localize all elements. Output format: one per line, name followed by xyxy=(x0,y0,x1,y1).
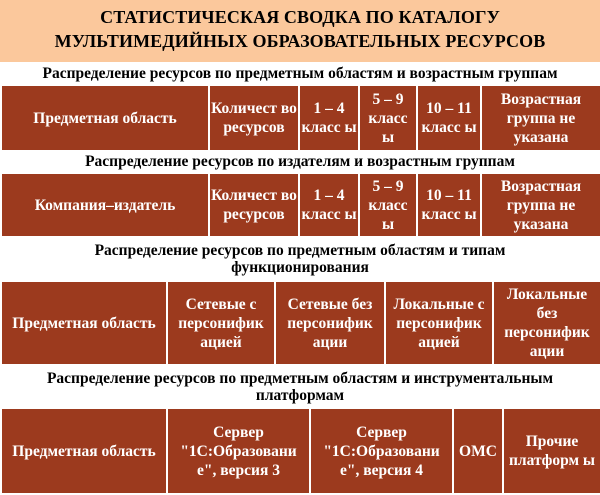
header-grades-5-9: 5 – 9 класс ы xyxy=(359,85,417,151)
header-server-1c-v3: Сервер "1С:Образовани е", версия 3 xyxy=(167,408,310,494)
header-network-non-personalized: Сетевые без персонифик ации xyxy=(275,281,385,365)
banner-title-line-2: МУЛЬТИМЕДИЙНЫХ ОБРАЗОВАТЕЛЬНЫХ РЕСУРСОВ xyxy=(54,31,546,51)
header-grades-10-11: 10 – 11 класс ы xyxy=(417,173,481,237)
section-title-subject-type xyxy=(0,242,600,276)
header-subject-area: Предметная область xyxy=(1,281,167,365)
section-title-line-2: функционирования xyxy=(231,259,369,276)
header-network-personalized: Сетевые с персонифик ацией xyxy=(167,281,275,365)
table-subject-type xyxy=(0,280,600,366)
header-age-unspecified: Возрастная группа не указана xyxy=(481,173,600,237)
section-title-line-1: Распределение ресурсов по предметным областям и типам xyxy=(94,242,506,259)
header-row xyxy=(1,408,600,494)
table-subject-age xyxy=(0,84,600,152)
header-grades-5-9: 5 – 9 класс ы xyxy=(359,173,417,237)
header-age-unspecified: Возрастная группа не указана xyxy=(481,85,600,151)
header-banner xyxy=(0,0,600,62)
header-subject-area: Предметная область xyxy=(1,85,209,151)
header-grades-10-11: 10 – 11 класс ы xyxy=(417,85,481,151)
header-row xyxy=(1,281,600,365)
section-title-line-2: платформам xyxy=(255,387,345,404)
header-local-personalized: Локальные с персонифик ацией xyxy=(385,281,493,365)
banner-title-line-1: СТАТИСТИЧЕСКАЯ СВОДКА ПО КАТАЛОГУ xyxy=(100,7,500,27)
section-title-line-1: Распределение ресурсов по предметным областям и инструментальным xyxy=(46,370,554,387)
header-local-non-personalized: Локальные без персонифик ации xyxy=(493,281,600,365)
header-grades-1-4: 1 – 4 класс ы xyxy=(299,173,359,237)
header-resource-count: Количест во ресурсов xyxy=(209,85,299,151)
section-title-subject-age: Распределение ресурсов по предметным областям и возрастным группам xyxy=(42,65,558,82)
header-oms: ОМС xyxy=(453,408,503,494)
table-subject-platform xyxy=(0,407,600,495)
header-row xyxy=(1,173,600,237)
header-grades-1-4: 1 – 4 класс ы xyxy=(299,85,359,151)
section-title-subject-platform xyxy=(0,370,600,404)
header-row xyxy=(1,85,600,151)
header-subject-area: Предметная область xyxy=(1,408,167,494)
section-title-publisher-age: Распределение ресурсов по издателям и возрастным группам xyxy=(85,153,515,170)
table-publisher-age xyxy=(0,172,600,238)
header-other-platforms: Прочие платформ ы xyxy=(503,408,600,494)
header-resource-count: Количест во ресурсов xyxy=(209,173,299,237)
header-publisher: Компания–издатель xyxy=(1,173,209,237)
header-server-1c-v4: Сервер "1С:Образовани е", версия 4 xyxy=(310,408,453,494)
